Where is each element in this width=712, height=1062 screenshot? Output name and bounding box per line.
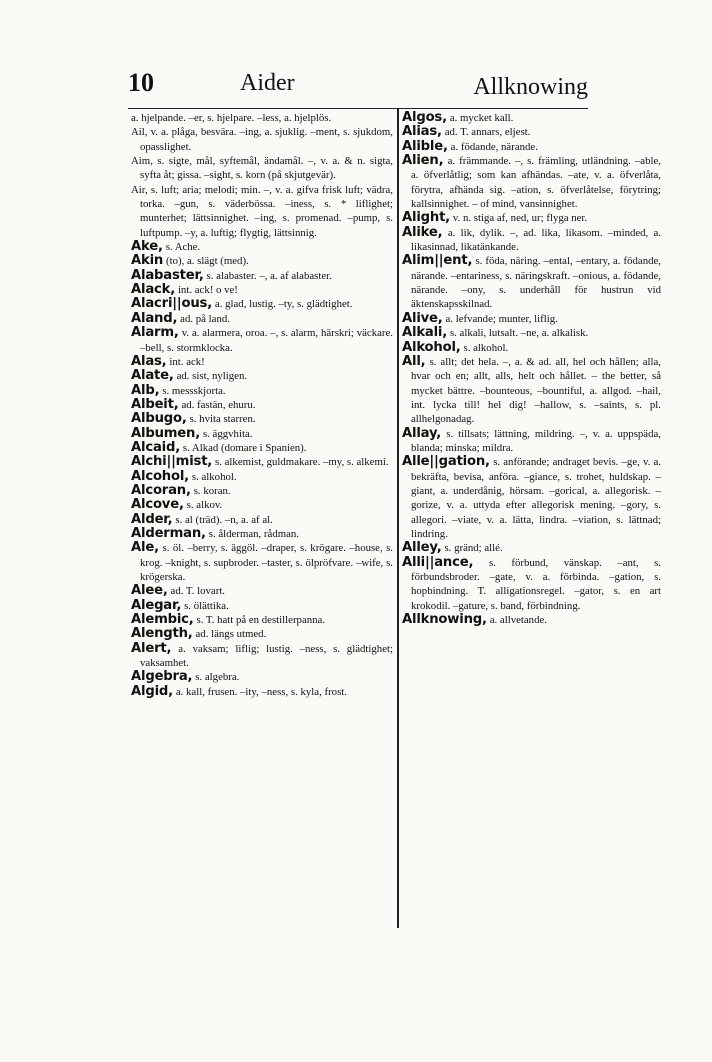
entry-definition: s. ålderman, rådman.	[208, 527, 300, 540]
entry-definition: Aim, s. sigte, mål, syftemål, ändamål. –, v. a. & n. sigta, syfta åt; gissa. –sight, s. korn (på skjutgevär).	[131, 155, 393, 182]
entry-definition: s. alkohol.	[463, 341, 509, 354]
entry-headword: Alible,	[402, 138, 448, 154]
entry-headword: Allknowing,	[402, 612, 487, 628]
entry-headword: Alle||gation,	[402, 454, 490, 470]
entry-headword: All,	[402, 353, 426, 369]
dictionary-entry	[402, 355, 661, 427]
dictionary-entry	[131, 355, 393, 369]
entry-definition: s. föda, näring. –ental, –entary, a. födande, närande. –entariness, s. näringskraft. –onious, a. födande, närande. –ony, s. underhåll för hustrun vid äktenskapsskilnad.	[411, 255, 661, 311]
entry-definition: s. alkov.	[186, 499, 223, 512]
entry-definition: s. T. hatt på en destillerpanna.	[196, 614, 326, 627]
entry-headword: Alegar,	[131, 597, 182, 613]
dictionary-entry	[131, 513, 393, 527]
entry-definition: s. äggvhita.	[202, 427, 253, 440]
dictionary-entry	[131, 599, 393, 613]
dictionary-entry	[131, 527, 393, 541]
entry-definition: ad. sist, nyligen.	[176, 370, 248, 383]
entry-headword: Alb,	[131, 382, 160, 398]
entry-headword: Alacri||ous,	[131, 296, 213, 312]
entry-headword: Albugo,	[131, 411, 187, 427]
entry-definition: a. främmande. –, s. främling, utländning. –able, a. öfverlåtlig; som kan afhändas. –ate, v. a. öfverlåta, förytra, afhända sig. –ation, s. öfverlåtelse, förytring; kallsinnighet. – of mind, vansinnighet.	[411, 155, 661, 211]
entry-definition: s. hvita starren.	[189, 413, 256, 426]
entry-headword: Alim||ent,	[402, 253, 473, 269]
entry-headword: Allay,	[402, 425, 442, 441]
entry-definition: a. hjelpande. –er, s. hjelpare. –less, a. hjelplös.	[131, 112, 332, 124]
dictionary-entry	[131, 125, 393, 154]
entry-definition: v. a. alarmera, oroa. –, s. alarm, härskri; väckare. –bell, s. stormklocka.	[140, 327, 393, 354]
left-column	[131, 111, 393, 923]
entry-definition: int. ack!	[169, 355, 205, 368]
dictionary-entry	[131, 498, 393, 512]
dictionary-entry	[131, 441, 393, 455]
entry-definition: ad. T. lovart.	[170, 585, 226, 598]
entry-headword: Alcaid,	[131, 439, 181, 455]
dictionary-entry	[131, 412, 393, 426]
entry-definition: int. ack! o ve!	[177, 284, 238, 297]
entry-headword: Albumen,	[131, 425, 201, 441]
entry-headword: Alert,	[131, 640, 172, 656]
entry-headword: Akin	[131, 253, 164, 269]
entry-headword: Alchi||mist,	[131, 454, 213, 470]
entry-headword: Alcoran,	[131, 482, 191, 498]
entry-definition: ad. längs utmed.	[195, 628, 267, 641]
entry-headword: Alee,	[131, 583, 168, 599]
dictionary-entry	[131, 398, 393, 412]
entry-definition: s. förbund, vänskap. –ant, s. förbundsbroder. –gate, v. a. förbinda. –gation, s. hopbindning. T. alligationsregel. –gator, s. en art krokodil. –gature, s. band, förbindning.	[411, 556, 661, 612]
running-head-last-word: Allknowing	[473, 74, 588, 100]
entry-headword: Alien,	[402, 153, 444, 169]
entry-headword: Alias,	[402, 124, 442, 140]
dictionary-entry	[402, 154, 661, 211]
dictionary-entry	[131, 369, 393, 383]
entry-definition: s. Alkad (domare i Spanien).	[182, 441, 307, 454]
dictionary-entry	[402, 455, 661, 541]
entry-definition: a. lefvande; munter, liflig.	[445, 312, 558, 325]
entry-definition: a. mycket kall.	[449, 112, 514, 124]
dictionary-entry	[402, 125, 661, 139]
entry-headword: Alembic,	[131, 612, 194, 628]
dictionary-entry	[131, 254, 393, 268]
entry-definition: Ail, v. a. plåga, besvära. –ing, a. sjuklig. –ment, s. sjukdom, opasslighet.	[131, 126, 393, 153]
entry-headword: Alive,	[402, 310, 443, 326]
entry-definition: s. Ache.	[165, 241, 201, 254]
entry-definition: a. allvetande.	[489, 614, 547, 627]
entry-definition: a. glad, lustig. –ty, s. glädtighet.	[214, 298, 353, 311]
entry-headword: Alcohol,	[131, 468, 189, 484]
dictionary-entry	[131, 627, 393, 641]
entry-headword: Albeit,	[131, 396, 179, 412]
dictionary-entry	[402, 341, 661, 355]
entry-headword: Alderman,	[131, 525, 206, 541]
entry-headword: Alas,	[131, 353, 167, 369]
right-column	[402, 111, 661, 923]
entry-headword: Alley,	[402, 540, 442, 556]
dictionary-entry	[131, 384, 393, 398]
dictionary-entry	[131, 312, 393, 326]
dictionary-entry	[131, 541, 393, 584]
entry-definition: s. tillsats; lättning, mildring. –, v. a. uppspäda, blanda; minska; mildra.	[411, 427, 661, 454]
dictionary-entry	[131, 613, 393, 627]
entry-definition: s. ölättika.	[184, 599, 229, 612]
entry-headword: Alabaster,	[131, 267, 204, 283]
entry-definition: (to), a. slägt (med).	[166, 255, 249, 268]
entry-definition: a. födande, närande.	[450, 140, 538, 153]
entry-headword: Algebra,	[131, 669, 193, 685]
dictionary-entry	[131, 111, 393, 125]
entry-headword: Alength,	[131, 626, 193, 642]
running-head-first-word: Aider	[240, 70, 295, 96]
entry-definition: ad. T. annars, eljest.	[444, 126, 531, 139]
dictionary-entry	[131, 154, 393, 183]
entry-definition: a. lik, dylik. –, ad. lika, likasom. –minded, a. likasinnad, likatänkande.	[411, 226, 661, 254]
dictionary-entry	[402, 326, 661, 340]
dictionary-entry	[131, 183, 393, 240]
dictionary-entry	[131, 240, 393, 254]
entry-headword: Alarm,	[131, 325, 179, 341]
entry-headword: Alate,	[131, 368, 174, 384]
entry-headword: Alli||ance,	[402, 554, 474, 570]
entry-headword: Ake,	[131, 239, 163, 255]
entry-headword: Alkali,	[402, 325, 448, 341]
entry-definition: v. n. stiga af, ned, ur; flyga ner.	[452, 212, 588, 225]
dictionary-entry	[131, 283, 393, 297]
dictionary-entry	[131, 642, 393, 671]
entry-headword: Aland,	[131, 310, 178, 326]
dictionary-entry	[402, 140, 661, 154]
entry-definition: s. gränd; allé.	[444, 542, 503, 555]
dictionary-entry	[131, 670, 393, 684]
dictionary-entry	[131, 484, 393, 498]
dictionary-entry	[131, 326, 393, 355]
entry-headword: Algid,	[131, 683, 173, 699]
entry-headword: Algos,	[402, 111, 447, 125]
entry-definition: s. anförande; andraget bevis. –ge, v. a. bekräfta, bevisa, anföra. –giance, s. trohet, huldskap. –giant, a. underdånig, hörsam. –gorical, a. allegorisk. –gorize, v. a. uttyda efter allegorisk mening. –gory, s. allegori. –viate, v. a. lätta, lindra. –viation, s. lättnad; lindring.	[411, 456, 661, 540]
entry-definition: s. allt; det hela. –, a. & ad. all, hel och hållen; alla, hvar och en; allt, alls, helt och hållet. – the better, så mycket bättre. –bounteous, –bountiful, a. allgod. –hail, int. lycka till! hel dig! –hallow, s. –saints, s. pl. allhelgonadag.	[411, 355, 661, 426]
column-divider	[397, 108, 399, 928]
dictionary-entry	[402, 226, 661, 255]
dictionary-entry	[131, 269, 393, 283]
dictionary-entry	[402, 211, 661, 225]
dictionary-entry	[402, 427, 661, 456]
entry-definition: a. kall, frusen. –ity, –ness, s. kyla, frost.	[175, 685, 347, 698]
entry-definition: s. koran.	[193, 484, 231, 497]
dictionary-entry	[131, 470, 393, 484]
entry-definition: a. vaksam; liflig; lustig. –ness, s. glädtighet; vaksamhet.	[140, 642, 393, 670]
entry-definition: Air, s. luft; aria; melodi; min. –, v. a. gifva frisk luft; vädra, torka. –gun, s. väderbössa. –iness, s. * liflighet; munterhet; lättsinnighet. –ing, s. promenad. –pump, s. luftpump. –y, a. luftig; flygtig, lättsinnig.	[131, 183, 393, 239]
entry-headword: Alder,	[131, 511, 173, 527]
entry-definition: s. öl. –berry, s. äggöl. –draper, s. krögare. –house, s. krog. –knight, s. supbroder. –taster, s. ölpröfvare. –wife, s. krögerska.	[140, 542, 393, 583]
entry-definition: s. al (träd). –n, a. af al.	[175, 513, 273, 526]
dictionary-entry	[402, 541, 661, 555]
entry-headword: Alcove,	[131, 497, 184, 513]
entry-definition: s. alkohol.	[191, 470, 237, 483]
entry-definition: s. alkali, lutsalt. –ne, a. alkalisk.	[449, 327, 589, 340]
page-header	[128, 68, 588, 108]
entry-definition: s. alkemist, guldmakare. –my, s. alkemi.	[215, 456, 389, 469]
dictionary-entry	[131, 584, 393, 598]
entry-headword: Ale,	[131, 540, 159, 556]
entry-headword: Alike,	[402, 224, 443, 240]
entry-definition: s. alabaster. –, a. af alabaster.	[206, 269, 332, 282]
entry-headword: Alkohol,	[402, 339, 461, 355]
dictionary-entry	[402, 556, 661, 613]
dictionary-entry	[402, 613, 661, 627]
entry-headword: Alack,	[131, 282, 176, 298]
dictionary-entry	[131, 685, 393, 699]
dictionary-entry	[402, 312, 661, 326]
entry-definition: ad. fastän, ehuru.	[181, 398, 256, 411]
header-rule	[128, 108, 588, 109]
page-number: 10	[128, 68, 154, 97]
dictionary-entry	[402, 111, 661, 125]
dictionary-entry	[402, 254, 661, 311]
entry-headword: Alight,	[402, 210, 450, 226]
entry-definition: s. algebra.	[195, 671, 240, 684]
dictionary-entry	[131, 455, 393, 469]
dictionary-entry	[131, 297, 393, 311]
dictionary-entry	[131, 427, 393, 441]
entry-definition: ad. på land.	[180, 312, 230, 325]
entry-definition: s. messskjorta.	[162, 384, 226, 397]
